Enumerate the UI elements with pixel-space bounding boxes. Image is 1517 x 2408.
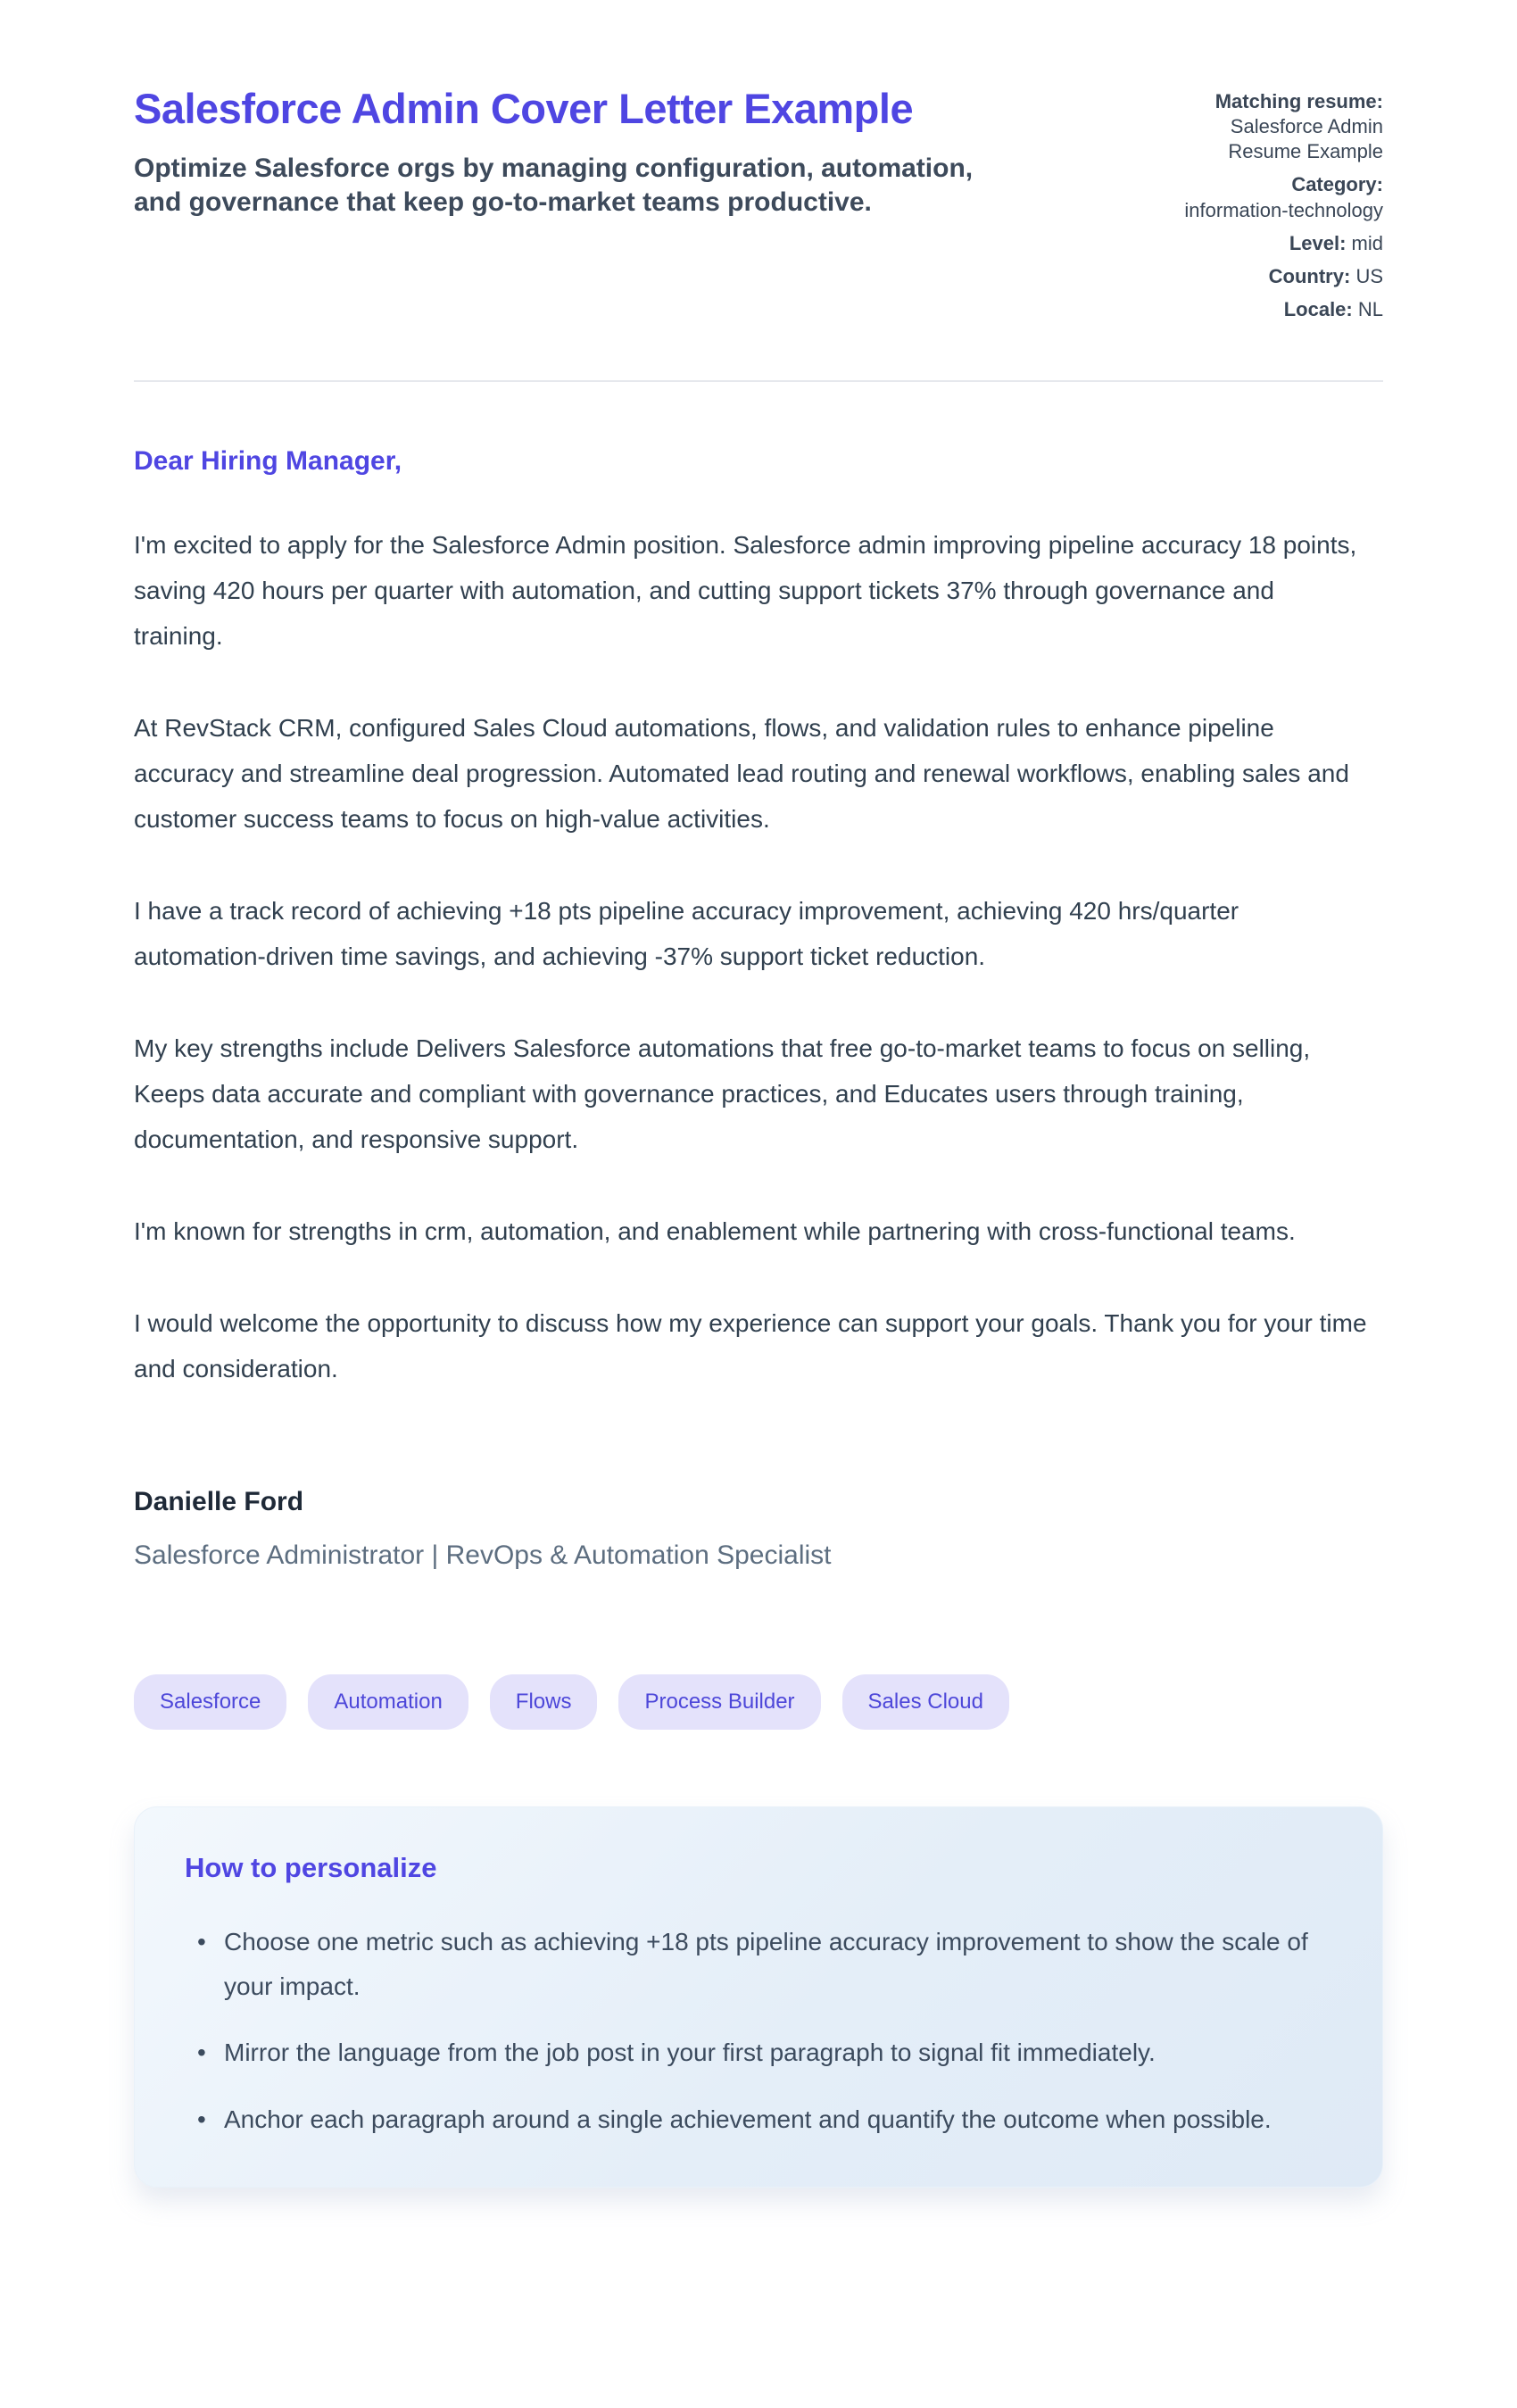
letter-paragraph-2: At RevStack CRM, configured Sales Cloud automations, flows, and validation rules to enhance pipeline accuracy and streamline deal progression. Automated lead routing and renewal workflows, enabling sales and customer success teams to focus on high-value activities.	[134, 714, 1349, 834]
meta-panel	[1075, 84, 1383, 330]
tag-process-builder[interactable]: Process Builder	[618, 1674, 820, 1730]
header	[134, 84, 1383, 330]
meta-matching-resume	[1075, 89, 1383, 164]
matching-resume-label: Matching resume:	[1214, 90, 1383, 112]
letter-paragraph-4: My key strengths include Delivers Salesforce automations that free go-to-market teams to focus on selling, Keeps data accurate and compliant with governance practices, and Educates users through training, documentation, and responsive support.	[134, 1034, 1311, 1153]
salutation: Dear Hiring Manager,	[134, 446, 402, 477]
meta-category	[1075, 172, 1383, 222]
personalize-tip-3: • Anchor each paragraph around a single achievement and quantify the outcome when possible.	[185, 2097, 1332, 2142]
tag-salesforce[interactable]: Salesforce	[134, 1674, 286, 1730]
personalize-tip-list	[185, 1920, 1332, 2143]
header-divider	[134, 380, 1383, 382]
locale-label: Locale:	[1283, 298, 1353, 321]
page-title: Salesforce Admin Cover Letter Example	[134, 85, 914, 132]
country-value: US	[1355, 264, 1383, 287]
letter-paragraph-3: I have a track record of achieving +18 pts pipeline accuracy improvement, achieving 420 hrs/quarter automation-driven time savings, and achieving -37% support ticket reduction.	[134, 896, 1239, 970]
letter-paragraph-5: I'm known for strengths in crm, automation, and enablement while partnering with cross-functional teams.	[134, 1216, 1296, 1245]
signature-role: Salesforce Administrator | RevOps & Automation Specialist	[134, 1540, 832, 1570]
signature-name: Danielle Ford	[134, 1486, 304, 1516]
category-value: information-technology	[1184, 198, 1383, 221]
level-value: mid	[1351, 231, 1383, 254]
tag-sales-cloud[interactable]: Sales Cloud	[842, 1674, 1009, 1730]
personalize-tip-2: • Mirror the language from the job post in your first paragraph to signal fit immediately.	[185, 2030, 1332, 2075]
country-label: Country:	[1268, 264, 1351, 287]
category-label: Category:	[1291, 173, 1383, 196]
tag-list	[134, 1674, 1383, 1730]
personalize-card	[134, 1806, 1383, 2188]
meta-level	[1075, 231, 1383, 256]
matching-resume-value: Salesforce Admin Resume Example	[1228, 115, 1383, 163]
tag-automation[interactable]: Automation	[308, 1674, 468, 1730]
meta-country	[1075, 264, 1383, 289]
letter-paragraph-1: I'm excited to apply for the Salesforce Admin position. Salesforce admin improving pipeline accuracy 18 points, saving 420 hours per quarter with automation, and cutting support tickets 37% through governance and training.	[134, 531, 1357, 651]
personalize-heading: How to personalize	[185, 1851, 437, 1883]
letter-paragraph-6: I would welcome the opportunity to discuss how my experience can support your goals. Thank you for your time and consideration.	[134, 1308, 1367, 1383]
tag-flows[interactable]: Flows	[490, 1674, 598, 1730]
page-subtitle: Optimize Salesforce orgs by managing configuration, automation, and governance that keep go-to-market teams productive.	[134, 154, 974, 218]
header-title-block	[134, 84, 1013, 220]
level-label: Level:	[1289, 231, 1347, 254]
meta-locale	[1075, 297, 1383, 322]
letter-body	[134, 446, 1383, 1570]
locale-value: NL	[1357, 298, 1383, 321]
personalize-tip-1: • Choose one metric such as achieving +18 pts pipeline accuracy improvement to show the scale of your impact.	[185, 1920, 1332, 2010]
